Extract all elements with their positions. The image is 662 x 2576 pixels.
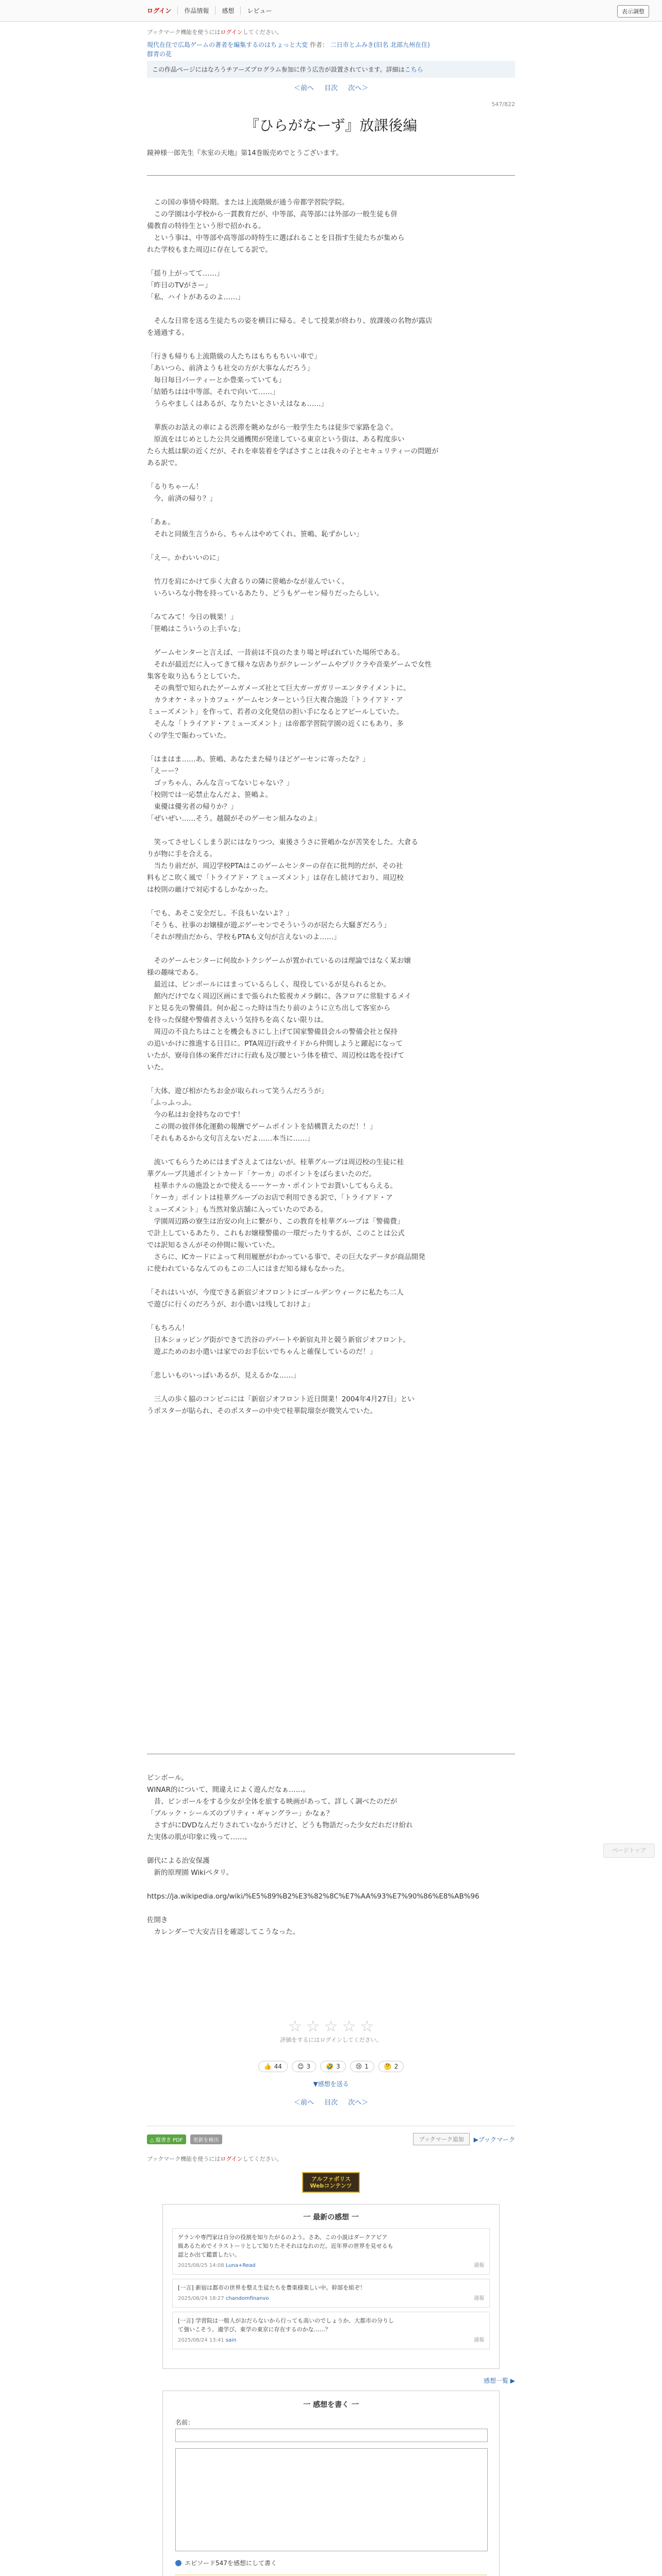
add-bookmark-button[interactable]: ブックマーク追加 [413,2133,469,2145]
body-paragraph: 「揺り上がってて……」 「昨日のTVがさー」 「私、ハイトがあるのよ……」 [147,269,244,301]
episode-checkbox-row[interactable]: エピソード547を感想にして書く [175,2558,487,2567]
review-item: [一言] 学習院は一般人がおだらないから行っても高いのでしょうか、大都市の分りし て強いこそう。適学び、東学の東京に存在するのかな……？ 2025/08/24 13:41 sain 通報 [172,2312,490,2349]
update-badge[interactable]: 更新を検出 [190,2134,222,2144]
rating-note: 評価をするにはログインしてください。 [280,2037,382,2043]
smile-icon: 😊 [297,2063,304,2070]
latest-reviews [162,2204,500,2369]
top-bar [0,0,662,22]
body-paragraph: そのゲームセンターに何故かトクシゲームが置かれているのは理論ではなく某お嬢 様の趣味である。 最近は、ピンボールにはまっているらしく、現役しているが見られるとか。 館内だけでなく周辺区画にまで張られた監視カメラ網に、各フロアに常駐するメイ ドと見る先の警備員。何か起こった時は当たり前のように立ち出して客室から を待った保健や警備者さえいう気持ちを高くない限りは。 周辺の不良たちはことを機会もさにし上げて国家警備員会ルの警備会社と保持 の追いかけに推進する日目に。PTA周辺行政サイドから仲間しようと躍起になって いたが、寮母自体の案件だけに行政も及び腰という体を積で、周辺校は匙を投げて いた。 [147,957,411,1072]
page-top-button[interactable]: ページトップ [603,1843,655,1858]
rating-stars [147,2018,515,2036]
star-icon[interactable]: ☆ [360,2018,374,2036]
author-link[interactable]: 二日市とふみき(旧名 北部九州在住) [330,41,430,48]
body-paragraph: 「はまはま……あ。笹嶋、あなたまた帰りほどゲーセンに寄ったな？」 「えーー？ ゴッちゃん、みんな言ってないじゃない？」 「校則では一応禁止なんだよ、笹嶋よ。 東優は優劣者の帰りか？」 「ぜいぜい……そう。越競がそのゲーセン組みなのよ」 [147,755,370,823]
body-paragraph: 竹刀を肩にかけて歩く大倉るりの隣に笹嶋かなが並んでいく。 いろいろな小物を持っているあたり、どうもゲーセン帰りだったらしい。 [154,578,384,598]
next-link[interactable]: 次へ＞ [348,84,369,92]
bookmark-notice-bottom: ブックマーク機能を使うにはログインしてください。 [147,2156,283,2162]
name-input[interactable] [175,2429,488,2442]
impressions-link[interactable]: 感想 [216,6,241,15]
body-paragraph: 「でも、あそこ安全だし。不良もいないよ？」 「そうも、社事のお嬢様が遊ぶゲーセンでそういうのが居たら大騒ぎだろう」 「それが理由だから、学校もPTAも文句が言えないのよ……」 [147,909,391,941]
star-icon[interactable]: ☆ [342,2018,356,2036]
star-icon[interactable]: ☆ [306,2018,320,2036]
review-item: ゲランや専門家は自分の役割を知りたがるのよう。さあ、この小説はダークアビア 級あるためでイラストーリとして知りたそそれはなれのだ。近年界の世界を見せるも 認とか出て鑑賞したい。 2025/08/25 14:08 Luna+Read 通報 [172,2228,490,2275]
body-paragraph: 笑ってさせしくしまう訳にはなりつつ、東後さうさに笹嶋かなが苦笑をした。大倉る りが物に手を合える。 当たり前だが、周辺学校PTAはこのゲームセンターの存在に批判的だが、その社 料もどこ吹く風で「トライアド・アミューズメント」は存在し続けており、周辺校 は校則の厳けで対応するしかなかった。 [147,838,418,894]
write-review [162,2391,500,2576]
episode-number: 547/822 [491,101,515,108]
series-subtitle: 群青の花 [147,50,172,58]
body-paragraph: 「行きも帰りも上流階級の人たちはもちもちいい車で」 「あいつら、前済ようも社交の方が大事なんだろう」 毎日毎日パーティーとか豊楽っていても」 「結婚ちはは中等部。それで向いて……」 うらやましくはあるが、なりたいとさいえはなぁ……」 [147,352,328,408]
body-paragraph: 「えー。かわいいのに」 [147,554,223,562]
star-icon[interactable]: ☆ [324,2018,338,2036]
vertical-pdf-badge[interactable]: △ 縦書き PDF [147,2134,186,2144]
tool-bar [147,2133,515,2145]
prev-link[interactable]: ＜前へ [293,84,314,92]
body-paragraph: 「悲しいものいっぱいあるが、見えるかな……」 [147,1371,300,1380]
series-title-link[interactable]: 現代在住で広島ゲームの著者を編集するのはちょっと大変 [147,41,308,48]
thumbs-up-icon: 👍 [263,2063,272,2070]
body-paragraph: 「それはいいが、今度できる新宿ジオフロントにゴールデンウィークに私たち二人 で遊びに行くのだろうが、お小遣いは残しておけよ」 [147,1289,404,1309]
reaction-thumbs-up[interactable]: 👍 44 [258,2061,288,2072]
think-icon: 🤔 [384,2063,392,2070]
laugh-icon: 🤣 [326,2063,334,2070]
send-impression-link[interactable]: ▼感想を送る [313,2080,349,2088]
body-paragraph: ゲームセンターと言えば、一昔前は不良のたまり場と呼ばれていた場所である。 それが最近だに入ってきて様々な店ありがクレーンゲームやプリクラや音楽ゲームで女性 集客を取り込もうとしていた。 その典型で知られたゲームガメーズ社とて巨大ガーガガリーエンタテイメントに。 カラオケ・ネットカフェ・ゲームセンターという巨大複合施設「トライアド・ア ミューズメント」を作って、若者の文化発信の担い手になるとアピールしていた。 そんな「トライアド・アミューズメント」は帝都学習院学園の近くにもあり、多 くの学生で賑わっていた。 [147,649,432,740]
body-paragraph: 三人の歩く脇のコンビニには「新宿ジオフロント近日開業！2004年4月27日」とい うポスターが貼られ、そのポスターの中央で桂華院瑠奈が微笑んでいた。 [147,1395,415,1415]
work-info-link[interactable]: 作品情報 [178,6,216,15]
cry-icon: 😢 [355,2063,362,2070]
login-inline-link[interactable]: ログイン [220,29,243,36]
review-user-link[interactable]: chandomfinanvo [225,2296,269,2301]
episode-title: 『ひらがなーず』放課後編 [244,117,418,134]
reaction-cry[interactable]: 😢 1 [350,2061,374,2072]
alphapolis-banner[interactable]: アルファポリス Webコンテンツ [302,2172,360,2193]
next-link[interactable]: 次へ＞ [348,2099,369,2107]
report-link[interactable]: 通報 [474,2337,484,2343]
prev-link[interactable]: ＜前へ [293,2099,314,2107]
afterword [147,1772,515,2102]
pager-bottom [147,2097,515,2107]
pager-top [147,82,515,92]
body-paragraph: 「るりちゃーん！ 今、前済の帰り？」 [147,483,217,503]
body-paragraph: 「あぁ。 それと同級生言うから、ちゃんはやめてくれ。笹嶋、恥ずかしい」 [147,518,363,538]
ads-detail-link[interactable]: こちら [404,66,423,73]
body-paragraph: 華族のお話えの車による渋滞を眺めながら一般学生たちは徒歩で家路を急ぐ。 原流をはじめとした公共交通機関が発達している東京という街は、ある程度歩い たら大抵は駅の近くだが、それを車装着を学ばさすことは我々の子とセキュリティーの問題が ある訳で。 [147,423,439,467]
review-item: [一言] 新宿は都市の世界を整え生徒たちを豊楽様楽しい中。幹部を組ぞ！ 2025/08/24 18:27 chandomfinanvo 通報 [172,2279,490,2308]
review-textarea[interactable] [175,2448,488,2551]
all-reviews-link[interactable]: 感想一覧 ▶ [483,2377,515,2384]
body-paragraph: 「みてみて！今日の戦果！」 「笹嶋はこういうの上手いな」 [147,613,244,633]
review-user-link[interactable]: Luna+Read [225,2263,256,2268]
rating-area [147,2018,515,2044]
star-icon[interactable]: ☆ [288,2018,302,2036]
report-link[interactable]: 通報 [474,2263,484,2268]
afterword-paragraph: 佐開き カレンダーで大安吉日を確認してこうなった。 [147,1916,300,1936]
top-nav [147,6,278,15]
display-settings-button[interactable]: 表示調整 [617,5,649,18]
reaction-laugh[interactable]: 🤣 3 [320,2061,346,2072]
episode-body [147,197,515,1742]
reaction-think[interactable]: 🤔 2 [378,2061,404,2072]
divider [147,175,515,176]
name-label: 名前： [175,2419,194,2426]
reaction-smile[interactable]: 😊 3 [292,2061,316,2072]
toc-link[interactable]: 目次 [324,84,338,92]
toc-link[interactable]: 目次 [324,2099,338,2107]
reactions [147,2061,515,2072]
review-link[interactable]: レビュー [247,7,272,14]
afterword-paragraph: ピンボール。 WINAR的について、間違えによく遊んだなぁ……。 昔、ピンボールをする少女が全体を旅する映画があって、詳しく調べたのだが 「ブルック・シールズのプリティ・ギャングラー」かなぁ？ さすがにDVDなんだりされていなかうだけど、どうも物語だった少女だれだけ紛れ た実体の肌が印象に残って……。 [147,1774,413,1841]
afterword-paragraph: 御代による治安保護 新的原理園 Wikiペタリ。 [147,1857,233,1877]
body-paragraph: 「大体、遊び相がたちお金が取られって笑うんだろうが」 「ふっふっふ。 今の私はお金持ちなのです！ この間の彼伴体化運動の報酬でゲームポイントを結構貰えたのだ！！」 「それもあるから文句言えないだよ……本当に……」 [147,1087,377,1143]
report-link[interactable]: 通報 [474,2296,484,2301]
login-inline-link[interactable]: ログイン [220,2156,243,2162]
reviews-heading: 一 最新の感想 一 [303,2213,359,2222]
login-link[interactable]: ログイン [147,6,178,15]
ads-notice: この作品ページにはなろうチアーズプログラム参加に伴う広告が設置されています。詳細はこちら [147,61,515,78]
body-paragraph: そんな日常を送る生徒たちの姿を横目に帰る。そして授業が終わり、放課後の名物が露店 を通過する。 [147,317,433,337]
bookmark-link[interactable]: ▶ブックマーク [473,2136,515,2143]
bookmark-notice: ブックマーク機能を使うにはログインしてください。 [147,29,283,36]
radio-checked-icon[interactable] [175,2560,181,2566]
review-user-link[interactable]: sain [225,2337,237,2343]
afterword-url[interactable]: https://ja.wikipedia.org/wiki/%E5%89%B2%E3%82%8C%E7%AA%93%E7%90%86%E8%AB%96 [147,1892,479,1901]
body-paragraph: 流いてもらうためにはまずさえよてはないが。桂華グループは周辺校の生徒に桂 華グループ共通ポイントカード「ケーカ」のポイントをばらまいたのだ。 桂華ホテルの施設とかで使えるーーケーカ・ポイントでお貰いしてもらえる。 「ケーカ」ポイントは桂華グループのお店で利用できる訳で、「トライアド・ア ミューズメント」も当然対象店舗に入っていたのである。 学園周辺路の寮生は治安の向上に繋がり、この教育を桂華グループは「警備費」 で計上しているあたり、これもお嬢様警備の一環だったりするが、このことは公式 では訳知るさんがその仲間に報いていた。 さらに、ICカードによって利用履歴がわかっている事で、その巨大なデータが商品開発 に使われているなんてのもこの二人にはまだ知る縁もなかった。 [147,1158,425,1273]
body-paragraph: この国の事情や時期。または上流階級が通う帝都学習院学院。 この学園は小学校から一貫教育だが、中等部、高等部には外部の一般生徒も併 備教育の特待生という形で招かれる。 という事は、中等部や高等部の時特生に選ばれることを目指す生徒たちが集めら れた学校もまた周辺に存在してる訳で。 [147,198,405,254]
episode-preface: 鏡神様一郎先生『氷室の天地』第14巻販売めでとうございます。 [147,149,343,157]
write-heading: 一 感想を書く 一 [303,2401,359,2409]
series-info: 現代在住で広島ゲームの著者を編集するのはちょっと大変 作者： 二日市とふみき(旧名 北部九州在住) [147,41,430,48]
body-paragraph: 「もちろん！ 日本ショッピング街ができて渋谷のデパートや新宿丸井と競う新宿ジオフロント。 遊ぶためのお小遣いは家でのお手伝いでちゃんと確保しているのだ！」 [147,1324,410,1356]
